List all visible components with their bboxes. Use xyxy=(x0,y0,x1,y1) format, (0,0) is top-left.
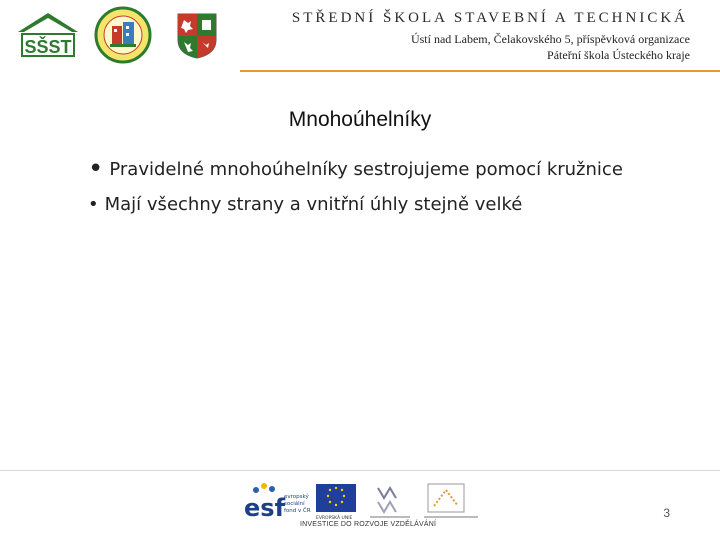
school-subtitle: Páteřní škola Ústeckého kraje xyxy=(547,48,690,62)
ministry-logo-icon xyxy=(370,488,410,518)
header-divider xyxy=(240,70,720,72)
bullet-list xyxy=(88,154,648,219)
operational-programme-logo-icon xyxy=(424,484,478,518)
footer-divider xyxy=(0,470,720,471)
bullet-text: Pravidelné mnohoúhelníky sestrojujeme pomocí kružnice xyxy=(109,159,623,180)
bullet-text: Mají všechny strany a vnitřní úhly stejně velké xyxy=(104,194,523,215)
svg-text:fond v ČR: fond v ČR xyxy=(284,508,311,514)
bullet-marker: • xyxy=(88,194,99,215)
svg-text:sociální: sociální xyxy=(284,501,305,507)
school-anniversary-emblem-icon xyxy=(92,6,154,64)
footer-slogan: INVESTICE DO ROZVOJE VZDĚLÁVÁNÍ xyxy=(300,521,437,528)
slide-header xyxy=(0,0,720,72)
bullet-item xyxy=(88,154,648,185)
region-coat-of-arms-icon xyxy=(176,12,218,60)
svg-text:EVROPSKÁ UNIE: EVROPSKÁ UNIE xyxy=(316,516,353,521)
svg-text:evropský: evropský xyxy=(284,494,309,500)
school-house-logo-icon xyxy=(14,10,82,60)
bullet-marker: • xyxy=(88,154,104,184)
page-number: 3 xyxy=(663,506,670,520)
school-name: STŘEDNÍ ŠKOLA STAVEBNÍ A TECHNICKÁ xyxy=(291,10,688,26)
svg-text:SŠST: SŠST xyxy=(24,37,72,57)
slide-title: Mnohoúhelníky xyxy=(288,108,432,131)
school-address: Ústí nad Labem, Čelakovského 5, příspěvková organizace xyxy=(410,32,690,46)
svg-text:esf: esf xyxy=(244,494,286,522)
eu-flag-icon xyxy=(316,484,356,521)
esf-logo-icon xyxy=(244,483,311,522)
bullet-item xyxy=(88,191,648,219)
